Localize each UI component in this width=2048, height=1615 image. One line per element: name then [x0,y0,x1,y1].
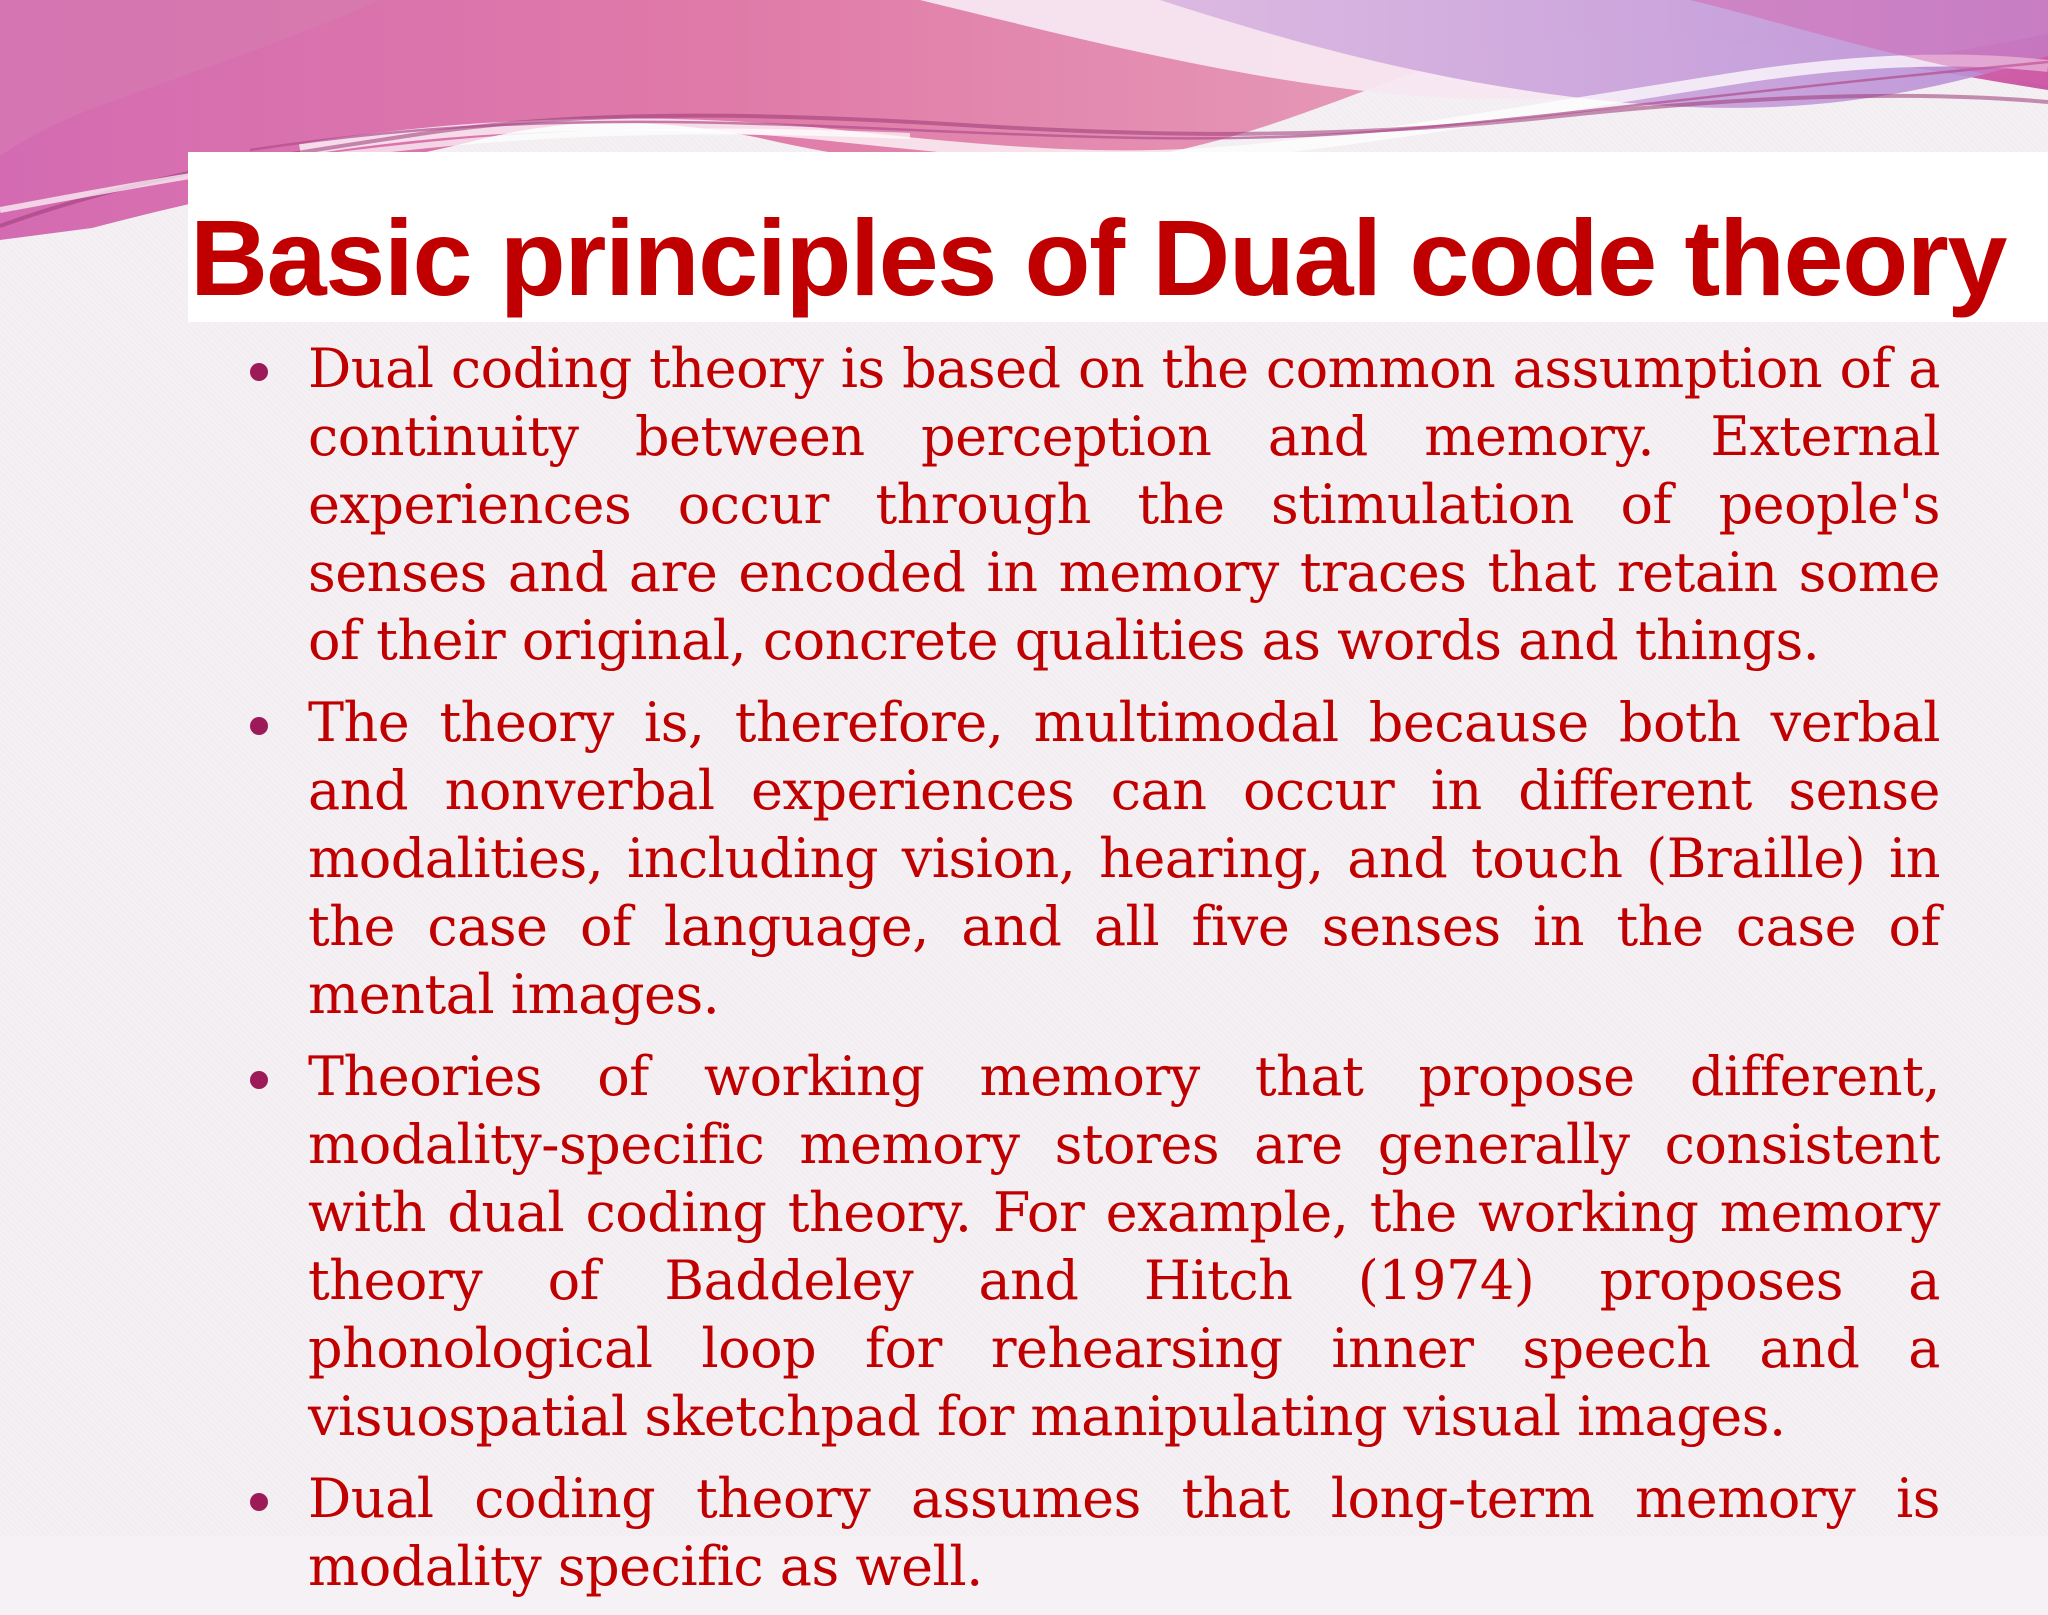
bullet-item [250,1043,1940,1451]
bullet-text: Dual coding theory assumes that long-term memory is modality specific as well. [308,1467,1940,1598]
bullet-icon [250,363,268,381]
bullet-icon [250,717,268,735]
bullet-text: Dual coding theory is based on the common assumption of a continuity between perception and memory. External experiences occur through the stimulation of people's senses and are encoded in memory traces that retain some of their original, concrete qualities as words and things. [308,337,1940,672]
bullet-item [250,1465,1940,1601]
bullet-text: The theory is, therefore, multimodal because both verbal and nonverbal experiences can occur in different sense modalities, including vision, hearing, and touch (Braille) in the case of language, and all five senses in the case of mental images. [308,691,1940,1026]
slide-title: Basic principles of Dual code theory [190,197,2007,318]
bullet-list [250,335,1940,1615]
bullet-icon [250,1493,268,1511]
bullet-text: Theories of working memory that propose different, modality-specific memory stores are generally consistent with dual coding theory. For example, the working memory theory of Baddeley and Hitch (1974) proposes a phonological loop for rehearsing inner speech and a visuospatial sketchpad for manipulating visual images. [308,1045,1940,1448]
bullet-icon [250,1071,268,1089]
bullet-item [250,689,1940,1029]
bullet-item [250,335,1940,675]
